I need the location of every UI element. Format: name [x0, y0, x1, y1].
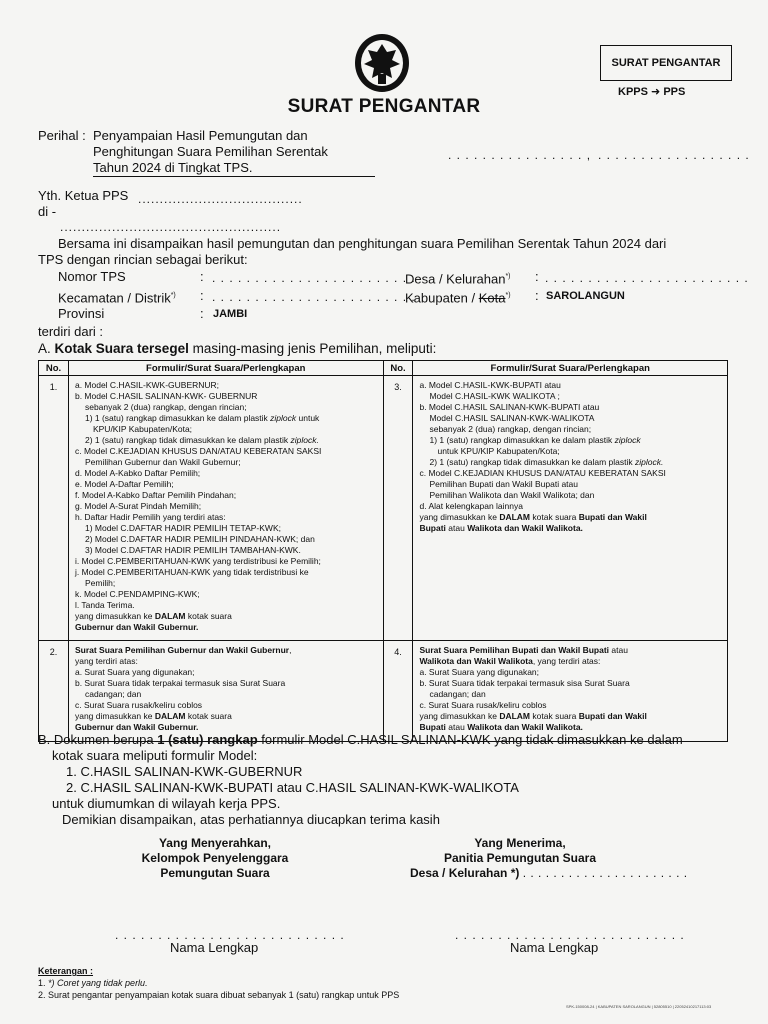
receiver-name-label: Nama Lengkap [510, 940, 599, 955]
section-b-line-5: untuk diumumkan di wilayah kerja PPS. [52, 796, 281, 811]
perihal-line-1: Penyampaian Hasil Pemungutan dan [93, 128, 308, 143]
sender-signature-block: Yang Menyerahkan, Kelompok Penyelenggara Pemungutan Suara [141, 836, 289, 880]
addressee-label: Yth. Ketua PPS [38, 188, 129, 203]
kpu-logo [352, 30, 412, 94]
col-no: No. [383, 361, 413, 376]
col-item: Formulir/Surat Suara/Perlengkapan [68, 361, 383, 376]
table-row [39, 641, 728, 742]
provinsi-value[interactable]: JAMBI [213, 308, 248, 320]
place-dots[interactable]: . . . . . . . . . . . . . . . . , [448, 148, 592, 162]
nomor-tps-label: Nomor TPS [58, 269, 126, 284]
kabupaten-value[interactable]: SAROLANGUN [546, 290, 625, 302]
perihal-label: Perihal : [38, 128, 86, 143]
colon: : [200, 288, 204, 303]
footnote-mark: *) [505, 292, 511, 299]
sender-signature-line[interactable]: . . . . . . . . . . . . . . . . . . . . . . . . . . . [115, 928, 345, 942]
section-b-line-2: kotak suara meliputi formulir Model: [52, 748, 258, 763]
document-code: SPK-150008-24 | KABUPATEN SAROLANGUN | 52805510 | 22052410217113:03 [566, 1004, 712, 1009]
intro-line-2: TPS dengan rincian sebagai berikut: [38, 252, 248, 267]
arrow-right-icon: ➜ [651, 86, 661, 98]
footnote-mark: *) [170, 292, 176, 299]
receiver-signature-line[interactable]: . . . . . . . . . . . . . . . . . . . . . . . . . . . [455, 928, 685, 942]
desa-label: Desa / Kelurahan*) [405, 271, 511, 287]
receiver-signature-block: Yang Menerima, Panitia Pemungutan Suara Desa / Kelurahan *) . . . . . . . . . . . . . . . . . . . . . . [410, 836, 688, 880]
provinsi-label: Provinsi [58, 306, 105, 321]
col-item: Formulir/Surat Suara/Perlengkapan [413, 361, 728, 376]
note-1: 1. *) Coret yang tidak perlu. [38, 978, 148, 988]
kota-struck: Kota [478, 290, 506, 306]
route-to: PPS [663, 86, 686, 98]
perihal-line-3: Tahun 2024 di Tingkat TPS. [93, 160, 375, 177]
perihal-line-2: Penghitungan Suara Pemilihan Serentak [93, 144, 328, 159]
section-b-item-1: 1. C.HASIL SALINAN-KWK-GUBERNUR [66, 764, 303, 779]
kecamatan-field[interactable]: . . . . . . . . . . . . . . . . . . . . . . . . [212, 290, 416, 304]
sender-name-label: Nama Lengkap [170, 940, 259, 955]
col-no: No. [39, 361, 69, 376]
nomor-tps-field[interactable]: . . . . . . . . . . . . . . . . . . . . . . . . [212, 271, 416, 285]
kabupaten-label: Kabupaten / Kota*) [405, 290, 511, 306]
date-dots[interactable]: . . . . . . . . . . . . . . . . . . [598, 148, 750, 162]
section-b-item-2: 2. C.HASIL SALINAN-KWK-BUPATI atau C.HASIL SALINAN-KWK-WALIKOTA [66, 780, 519, 795]
table-header-row [39, 361, 728, 376]
cell-bupati-ballots: Surat Suara Pemilihan Bupati dan Wakil Bupati atau Walikota dan Wakil Walikota, yang terdiri atas: a. Surat Suara yang digunakan; b. Surat Suara tidak terpakai termasuk sisa Surat Suara cadangan; dan c. Surat Suara rusak/keliru coblos yang dimasukkan ke DALAM kotak suara Bupati dan Wakil Bupati atau Walikota dan Wakil Walikota. [413, 641, 728, 742]
row-number: 2. [39, 641, 69, 742]
row-number: 1. [39, 376, 69, 641]
colon: : [535, 269, 539, 284]
note-2: 2. Surat pengantar penyampaian kotak suara dibuat sebanyak 1 (satu) rangkap untuk PPS [38, 990, 400, 1000]
cell-bupati-forms: a. Model C.HASIL-KWK-BUPATI atau Model C.HASIL-KWK WALIKOTA ; b. Model C.HASIL SALINAN-KWK-BUPATI atau Model C.HASIL SALINAN-KWK-WALIKOTA sebanyak 2 (dua) rangkap, dengan rincian; 1) 1 (satu) rangkap dimasukkan ke dalam plastik ziplock untuk KPU/KIP Kabupaten/Kota; 2) 1 (satu) rangkap tidak dimasukkan ke dalam plastik ziplock. c. Model C.KEJADIAN KHUSUS DAN/ATAU KEBERATAN SAKSI Pemilihan Bupati dan Wakil Bupati atau Pemilihan Walikota dan Wakil Walikota; dan d. Alat kelengkapan lainnya yang dimasukkan ke DALAM kotak suara Bupati dan Wakil Bupati atau Walikota dan Wakil Walikota. [413, 376, 728, 641]
row-number: 3. [383, 376, 413, 641]
document-type-label: SURAT PENGANTAR [611, 57, 721, 69]
colon: : [200, 306, 204, 321]
intro-line-1: Bersama ini disampaikan hasil pemungutan dan penghitungan suara Pemilihan Serentak Tahun 2024 dari [58, 236, 667, 251]
document-type-box [600, 45, 732, 81]
terdiri-label: terdiri dari : [38, 324, 104, 339]
page-title: SURAT PENGANTAR [287, 96, 481, 117]
colon: : [535, 288, 539, 303]
addressee-place-dots[interactable]: ................................................... [60, 220, 282, 234]
cell-gubernur-ballots: Surat Suara Pemilihan Gubernur dan Wakil Gubernur, yang terdiri atas: a. Surat Suara yang digunakan; b. Surat Suara tidak terpakai termasuk sisa Surat Suara cadangan; dan c. Surat Suara rusak/keliru coblos yang dimasukkan ke DALAM kotak suara Gubernur dan Wakil Gubernur. [68, 641, 383, 742]
colon: : [200, 269, 204, 284]
kecamatan-label: Kecamatan / Distrik*) [58, 290, 176, 306]
contents-table [38, 360, 728, 742]
closing-sentence: Demikian disampaikan, atas perhatiannya diucapkan terima kasih [62, 812, 440, 827]
addressee-dots[interactable]: ...................................... [138, 192, 303, 206]
table-row [39, 376, 728, 641]
section-b-line-1: B. Dokumen berupa 1 (satu) rangkap formulir Model C.HASIL SALINAN-KWK yang tidak dimasukkan ke dalam [38, 732, 683, 747]
desa-field[interactable]: . . . . . . . . . . . . . . . . . . . . . . . . [545, 271, 749, 285]
addressee-di-label: di - [38, 204, 57, 219]
notes-title: Keterangan : [38, 966, 94, 976]
cell-gubernur-forms: a. Model C.HASIL-KWK-GUBERNUR; b. Model C.HASIL SALINAN-KWK- GUBERNUR sebanyak 2 (dua) rangkap, dengan rincian; 1) 1 (satu) rangkap dimasukkan ke dalam plastik ziplock untuk KPU/KIP Kabupaten/Kota; 2) 1 (satu) rangkap tidak dimasukkan ke dalam plastik ziplock. c. Model C.KEJADIAN KHUSUS DAN/ATAU KEBERATAN SAKSI Pemilihan Gubernur dan Wakil Gubernur; d. Model A-Kabko Daftar Pemilih; e. Model A-Daftar Pemilih; f. Model A-Kabko Daftar Pemilih Pindahan; g. Model A-Surat Pindah Memilih; h. Daftar Hadir Pemilih yang terdiri atas: 1) Model C.DAFTAR HADIR PEMILIH TETAP-KWK; 2) Model C.DAFTAR HADIR PEMILIH PINDAHAN-KWK; dan 3) Model C.DAFTAR HADIR PEMILIH TAMBAHAN-KWK. i. Model C.PEMBERITAHUAN-KWK yang terdistribusi ke Pemilih; j. Model C.PEMBERITAHUAN-KWK yang tidak terdistribusi ke Pemilih; k. Model C.PENDAMPING-KWK; l. Tanda Terima. yang dimasukkan ke DALAM kotak suara Gubernur dan Wakil Gubernur. [68, 376, 383, 641]
desa-dots[interactable]: . . . . . . . . . . . . . . . . . . . . . . [522, 866, 688, 880]
route-from: KPPS [618, 86, 648, 98]
footnote-mark: *) [505, 273, 511, 280]
section-a-heading: A. Kotak Suara tersegel masing-masing jenis Pemilihan, meliputi: [38, 341, 437, 356]
row-number: 4. [383, 641, 413, 742]
